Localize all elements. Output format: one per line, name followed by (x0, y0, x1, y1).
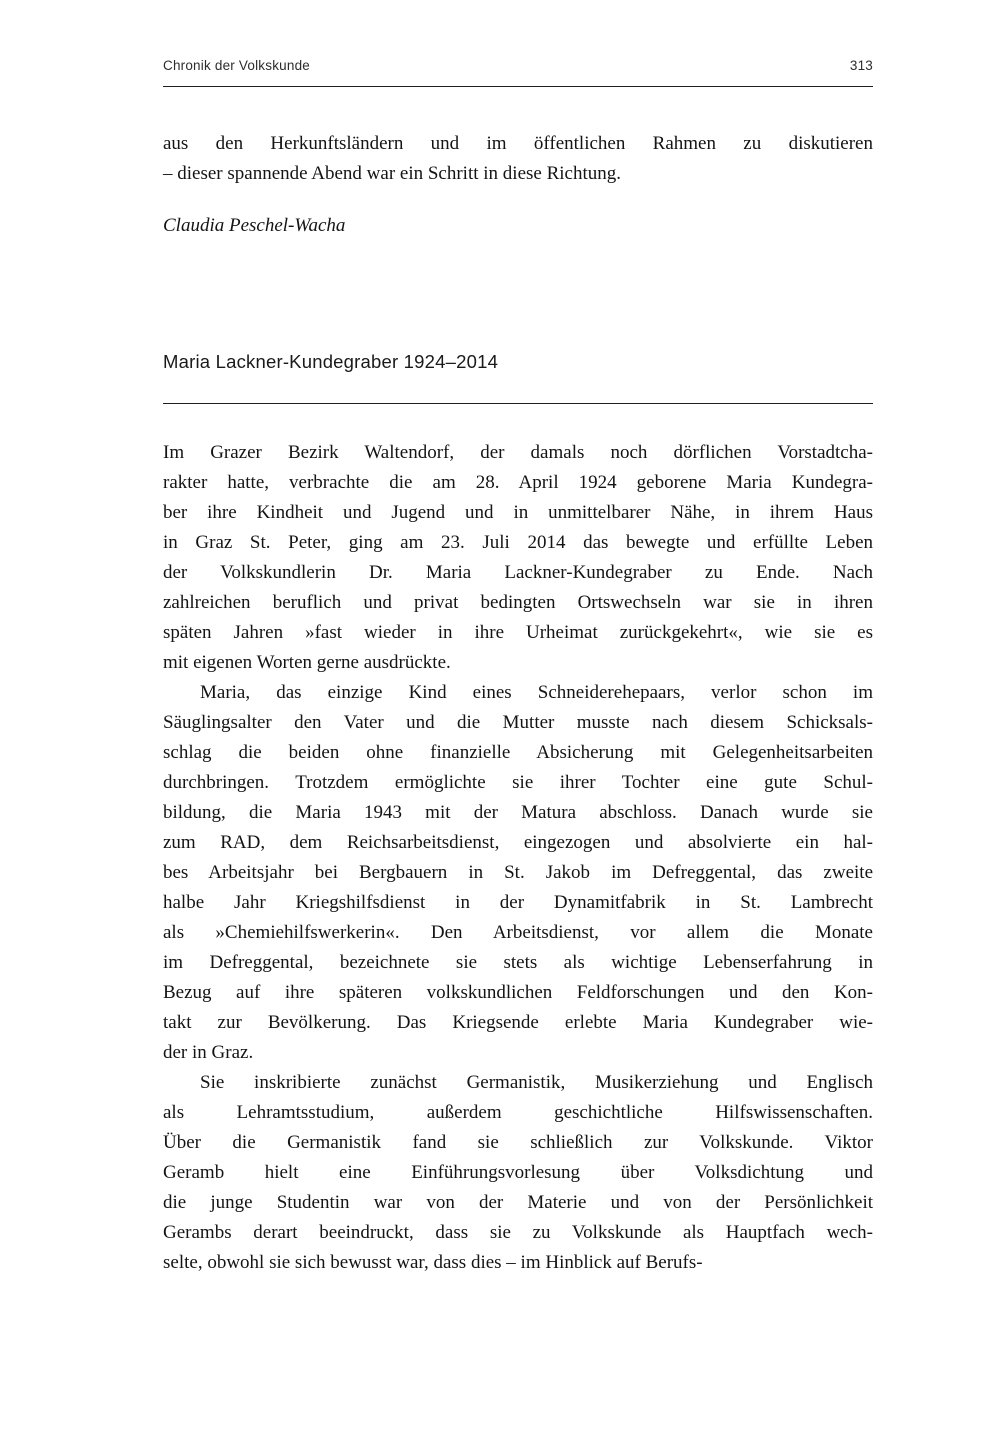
text-line: als »Chemiehilfswerkerin«. Den Arbeitsdienst, vor allem die Monate (163, 922, 873, 943)
text-line: ber ihre Kindheit und Jugend und in unmittelbarer Nähe, in ihrem Haus (163, 502, 873, 523)
text-line: Geramb hielt eine Einführungsvorlesung über Volksdichtung und (163, 1162, 873, 1183)
text-line: mit eigenen Worten gerne ausdrückte. (163, 652, 451, 673)
paragraph (163, 438, 873, 678)
text-line: aus den Herkunftsländern und im öffentlichen Rahmen zu diskutieren (163, 133, 873, 154)
text-line: im Defreggental, bezeichnete sie stets als wichtige Lebenserfahrung in (163, 952, 873, 973)
text-line: bildung, die Maria 1943 mit der Matura abschloss. Danach wurde sie (163, 802, 873, 823)
text-line: takt zur Bevölkerung. Das Kriegsende erlebte Maria Kundegraber wie- (163, 1012, 873, 1033)
text-line: der in Graz. (163, 1042, 254, 1063)
text-line: Bezug auf ihre späteren volkskundlichen Feldforschungen und den Kon- (163, 982, 873, 1003)
text-line: in Graz St. Peter, ging am 23. Juli 2014 das bewegte und erfüllte Leben (163, 532, 873, 553)
paragraph (163, 678, 873, 1068)
intro-paragraph (163, 129, 873, 189)
text-line: Maria, das einzige Kind eines Schneiderehepaars, verlor schon im (200, 682, 873, 703)
text-line: zahlreichen beruflich und privat bedingten Ortswechseln war sie in ihren (163, 592, 873, 613)
text-line: – dieser spannende Abend war ein Schritt in diese Richtung. (163, 163, 622, 184)
text-line: Gerambs derart beeindruckt, dass sie zu Volkskunde als Hauptfach wech- (163, 1222, 873, 1243)
page-content (163, 0, 873, 1278)
running-title: Chronik der Volkskunde (163, 58, 310, 73)
text-line: zum RAD, dem Reichsarbeitsdienst, eingezogen und absolvierte ein hal- (163, 832, 873, 853)
text-line: Säuglingsalter den Vater und die Mutter musste nach diesem Schicksals- (163, 712, 873, 733)
text-line: durchbringen. Trotzdem ermöglichte sie ihrer Tochter eine gute Schul- (163, 772, 873, 793)
text-line: schlag die beiden ohne finanzielle Absicherung mit Gelegenheitsarbeiten (163, 742, 873, 763)
text-line: Über die Germanistik fand sie schließlich zur Volkskunde. Viktor (163, 1132, 873, 1153)
text-line: die junge Studentin war von der Materie und von der Persönlichkeit (163, 1192, 873, 1213)
author-byline: Claudia Peschel-Wacha (163, 215, 346, 236)
text-line: als Lehramtsstudium, außerdem geschichtliche Hilfswissenschaften. (163, 1102, 873, 1123)
paragraph (163, 1068, 873, 1278)
text-line: selte, obwohl sie sich bewusst war, dass dies – im Hinblick auf Berufs- (163, 1252, 703, 1273)
text-line: rakter hatte, verbrachte die am 28. April 1924 geborene Maria Kundegra- (163, 472, 873, 493)
text-line: halbe Jahr Kriegshilfsdienst in der Dynamitfabrik in St. Lambrecht (163, 892, 873, 913)
title-rule (163, 403, 873, 404)
running-header (163, 58, 873, 73)
text-line: Im Grazer Bezirk Waltendorf, der damals noch dörflichen Vorstadtcha- (163, 442, 873, 463)
header-rule (163, 86, 873, 87)
text-line: der Volkskundlerin Dr. Maria Lackner-Kundegraber zu Ende. Nach (163, 562, 873, 583)
text-line: späten Jahren »fast wieder in ihre Urheimat zurückgekehrt«, wie sie es (163, 622, 873, 643)
article-body (163, 438, 873, 1278)
page-number: 313 (849, 58, 873, 73)
text-line: Sie inskribierte zunächst Germanistik, Musikerziehung und Englisch (200, 1072, 873, 1093)
article-title: Maria Lackner-Kundegraber 1924–2014 (163, 351, 499, 372)
text-line: bes Arbeitsjahr bei Bergbauern in St. Jakob im Defreggental, das zweite (163, 862, 873, 883)
